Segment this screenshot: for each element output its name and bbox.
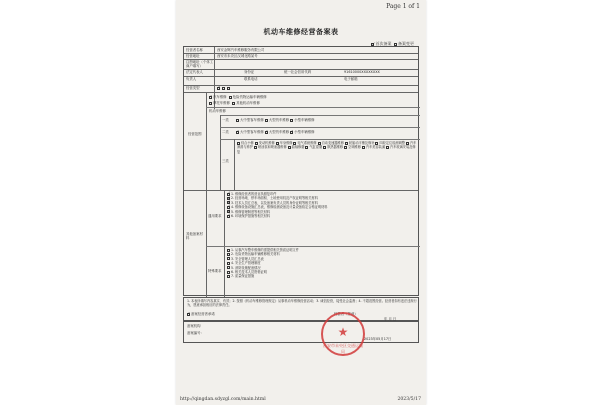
material-checkbox[interactable] (227, 271, 230, 274)
document-page (176, 0, 426, 405)
class3-item: 发动机维修 (258, 141, 275, 145)
email-label: 电子邮箱 (344, 77, 358, 81)
form-row (184, 76, 418, 77)
form-divider (206, 107, 420, 108)
address-value: 西安市未央区汉城北路某号 (217, 54, 258, 58)
class1-options (236, 118, 315, 122)
credit-code-value: 91610000XXXXXXXX (344, 70, 380, 74)
material-checkbox[interactable] (227, 262, 230, 265)
class3-checkbox[interactable] (276, 142, 279, 145)
enterprise-type-checkbox[interactable] (217, 87, 220, 90)
form-divider (214, 47, 215, 109)
form-row (184, 92, 418, 93)
receipt-block (183, 321, 419, 343)
form-divider (220, 127, 420, 128)
address-label: 经营地址 (186, 54, 200, 58)
class2-item: 大中型客车维修 (240, 130, 264, 134)
declaration-commit (187, 312, 215, 316)
class3-checkbox[interactable] (375, 142, 378, 145)
class1-checkbox[interactable] (290, 119, 293, 122)
class1-item: 小型车辆维修 (294, 118, 315, 122)
general-requirements-label: 通用要求 (208, 214, 222, 218)
receipt-date: 2023年05月17日 (364, 337, 392, 341)
footer-date: 2023/5/17 (397, 397, 421, 402)
operator-name-value: 西安金辉汽车维修服务有限公司 (217, 48, 265, 52)
change-filing-label: 备案变更 (398, 41, 414, 46)
class2-item: 大型货车维修 (268, 130, 290, 134)
filing-form (183, 46, 419, 296)
class3-item: 喷油泵和喷油器维修 (257, 145, 287, 150)
class3-item: 空调维修 (348, 145, 361, 150)
material-item: 2. 经营场地、停车场面积、土地使用权及产权证明等相关材料 (231, 196, 318, 201)
material-item: 3. 技术人员汇总表，以及备案负责人员的身份证明等相关材料 (231, 200, 318, 205)
material-checkbox[interactable] (227, 266, 230, 269)
scope-sub-label: 机动车维修 (209, 109, 226, 113)
class3-item: 汽车美容装潢 (365, 145, 386, 150)
class3-item: 曲轴修磨 (291, 145, 305, 150)
scope-row-a (209, 95, 267, 99)
class2-checkbox[interactable] (265, 131, 268, 134)
material-item: 3. 安全管理人员汇总表 (231, 256, 264, 261)
material-item: 1. 从事汽车整车维修的需提供相关资质证明文件 (231, 248, 299, 252)
class3-checkbox[interactable] (255, 142, 258, 145)
scope-item: 摩托车维修 (213, 101, 230, 105)
form-row (184, 59, 418, 60)
legal-rep-label: 法定代表人 (186, 70, 203, 74)
form-divider (220, 139, 420, 140)
class1-item: 大型货车维修 (268, 118, 290, 122)
class3-checkbox[interactable] (288, 146, 291, 149)
class3-label: 三类 (222, 159, 229, 163)
scope-label: 经营范围 (188, 132, 202, 136)
scope-checkbox[interactable] (209, 96, 212, 99)
reg-address-label: 注册地址（个体工商户填写） (186, 60, 214, 68)
class3-item: 散热器维修 (327, 145, 344, 150)
scope-checkbox[interactable] (209, 102, 212, 105)
class3-item: 汽车润滑与养护 (237, 141, 417, 150)
material-item: 7. 质量保证措施 (231, 274, 255, 279)
signature-label: 经营者（签章） (334, 312, 358, 316)
material-item: 6. 相关技术人员资格证明 (231, 270, 267, 275)
commit-label: 备案经营者承诺 (191, 312, 215, 316)
class3-checkbox[interactable] (237, 142, 240, 145)
material-item: 1. 维修经营者的营业执照复印件 (231, 192, 277, 196)
class3-item: 气缸镗磨 (309, 145, 323, 150)
class1-checkbox[interactable] (236, 119, 239, 122)
materials-label: 其他备案材料 (186, 232, 203, 240)
class3-checkbox[interactable] (345, 142, 348, 145)
form-divider (220, 115, 420, 116)
class2-checkbox[interactable] (290, 131, 293, 134)
class3-checkbox[interactable] (344, 146, 347, 149)
class3-item: 综合小修 (241, 141, 254, 145)
class3-checkbox[interactable] (318, 142, 321, 145)
special-requirements-label: 特殊要求 (208, 269, 222, 273)
material-checkbox[interactable] (227, 215, 230, 218)
enterprise-type-label: 经营类型 (186, 86, 200, 90)
form-divider (234, 139, 235, 190)
operator-name-label: 经营者名称 (186, 48, 203, 52)
material-checkbox[interactable] (227, 249, 230, 252)
class1-item: 大中型客车维修 (240, 118, 264, 122)
scope-checkbox[interactable] (232, 102, 235, 105)
material-item: 5. 消防设施配备情况 (231, 265, 261, 270)
official-seal (321, 312, 365, 356)
class3-checkbox[interactable] (254, 146, 257, 149)
page-number: Page 1 of 1 (386, 3, 420, 10)
declaration-block (183, 297, 419, 321)
material-checkbox[interactable] (227, 257, 230, 260)
form-divider (206, 190, 207, 297)
seal-text: 西安市未央区交通运输局 (323, 343, 363, 354)
material-checkbox[interactable] (227, 253, 230, 256)
credit-code-label: 统一社会信用代码 (284, 70, 312, 74)
class3-item: 电气系统维修 (297, 141, 317, 145)
commit-checkbox[interactable] (187, 313, 190, 316)
class2-options (236, 130, 315, 134)
class3-checkbox[interactable] (305, 146, 308, 149)
class3-checkbox[interactable] (323, 146, 326, 149)
material-item: 6. 环境保护措施等相关材料 (231, 214, 271, 219)
class2-checkbox[interactable] (236, 131, 239, 134)
class3-item: 轮胎动平衡及修补 (348, 141, 375, 145)
declaration-text: 1. 本表所填写内容真实、有效；2. 按照《机动车维修管理规定》从事机动车维修经营活动；3. 诚信经营，接受社会监督；4. 不超范围经营。经营者如有违法违规行为，愿意承担相应的法律责任。 (187, 299, 417, 308)
class2-item: 小型车辆维修 (294, 130, 315, 134)
material-item: 4. 维修设备设施汇总表，维修检测设备及计量设备检定合格证明材料 (231, 205, 328, 210)
material-item: 5. 维修管理制度等相关材料 (231, 209, 271, 214)
class2-label: 二类 (222, 130, 229, 134)
form-divider (206, 246, 420, 247)
declaration-date: 年 月 日 (384, 317, 397, 321)
footer-url: http://qingdan.sdyzgl.com/main.html (180, 397, 266, 402)
scope-row-b (209, 101, 260, 105)
class3-item: 车身维修 (279, 141, 293, 145)
class3-item: 四轮定位检测调整 (379, 141, 405, 145)
class3-item: 自动变速器维修 (321, 141, 344, 145)
special-requirements (227, 248, 417, 279)
scope-checkbox[interactable] (229, 96, 232, 99)
class3-checkbox[interactable] (386, 146, 389, 149)
class1-label: 一类 (222, 118, 229, 122)
enterprise-type-checkbox[interactable] (222, 87, 225, 90)
class3-checkbox[interactable] (362, 146, 365, 149)
form-row (184, 190, 418, 191)
phone-label: 联系电话 (244, 77, 258, 81)
enterprise-type-checkbox[interactable] (227, 87, 230, 90)
seal-star-icon: ★ (337, 325, 349, 339)
material-item: 2. 危险货物运输车辆维修相关材料 (231, 252, 280, 257)
scope-item: 其他机动车维修 (236, 101, 260, 105)
class3-options (237, 141, 417, 154)
receipt-label: 备案机构 (187, 324, 201, 328)
class3-checkbox[interactable] (406, 142, 409, 145)
class1-checkbox[interactable] (265, 119, 268, 122)
class3-item: 汽车玻璃安装及修复 (237, 145, 416, 154)
scope-item: 汽车维修 (213, 95, 227, 99)
enterprise-type-options (217, 86, 231, 90)
scope-item: 危险货物运输车辆维修 (232, 95, 267, 99)
material-item: 4. 安全生产管理制度 (231, 261, 261, 266)
general-requirements (227, 192, 417, 218)
class3-checkbox[interactable] (293, 142, 296, 145)
form-divider (224, 190, 225, 297)
id-card-label: 身份证 (244, 70, 255, 74)
record-number-label: 备案编号： (187, 331, 204, 335)
document-title: 机动车维修经营备案表 (263, 28, 339, 36)
first-filing-label: 首次备案 (375, 41, 392, 46)
material-checkbox[interactable] (227, 275, 230, 278)
contact-label: 负责人 (186, 77, 197, 81)
